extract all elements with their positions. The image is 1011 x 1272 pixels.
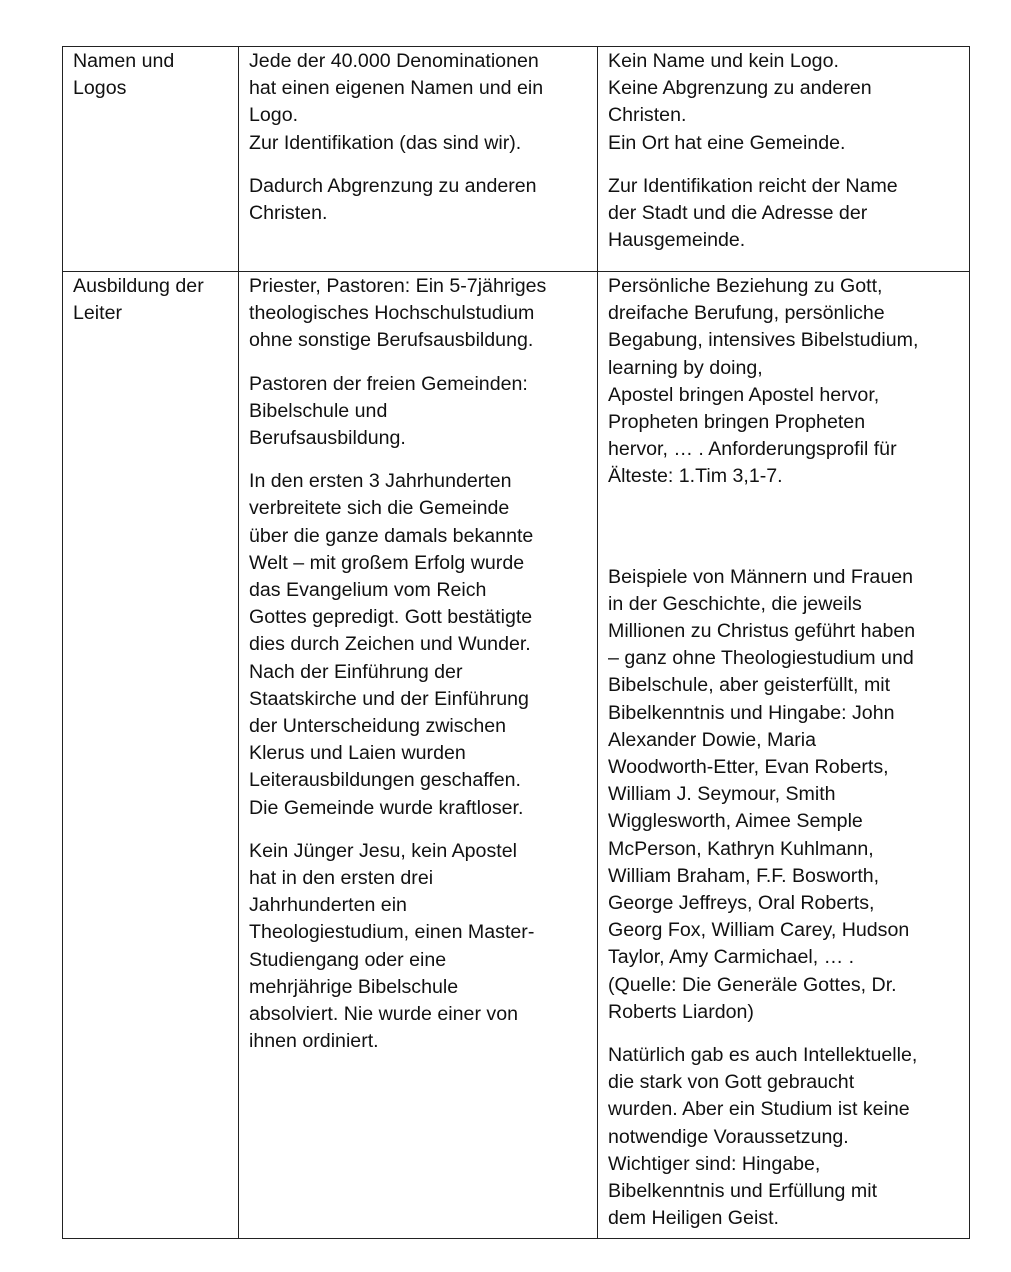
house-church-cell — [598, 47, 970, 272]
cell-paragraph: Pastoren der freien Gemeinden: Bibelschule und Berufsausbildung. — [249, 372, 528, 450]
cell-paragraph: Kein Name und kein Logo. Keine Abgrenzung zu anderen Christen. Ein Ort hat eine Gemeinde. — [608, 50, 872, 154]
row-label-cell — [63, 272, 239, 1239]
cell-paragraph: Zur Identifikation reicht der Name der Stadt und die Adresse der Hausgemeinde. — [608, 174, 898, 252]
cell-paragraph: Jede der 40.000 Denominationen hat einen eigenen Namen und ein Logo. Zur Identifikation (das sind wir). — [249, 50, 544, 154]
table-row-ausbildung-der-leiter — [63, 272, 970, 1239]
cell-paragraph: Persönliche Beziehung zu Gott, dreifache Berufung, persönliche Begabung, intensives Bibelstudium, learning by doing, Apostel bringen Apostel hervor, Propheten bringen Propheten hervor, … . Anforderungsprofil für Älteste: 1.Tim 3,1-7. — [608, 275, 919, 488]
house-church-cell — [598, 272, 970, 1239]
cell-paragraph: In den ersten 3 Jahrhunderten verbreitete sich die Gemeinde über die ganze damals bekannte Welt – mit großem Erfolg wurde das Evangelium vom Reich Gottes gepredigt. Gott bestätigte dies durch Zeichen und Wunder. Nach der Einführung der Staatskirche und der Einführung der Unterscheidung zwischen Klerus und Laien wurden Leiterausbildungen geschaffen. Die Gemeinde wurde kraftloser. — [249, 470, 534, 819]
cell-paragraph: Natürlich gab es auch Intellektuelle, die stark von Gott gebraucht wurden. Aber ein Studium ist keine notwendige Voraussetzung. Wichtiger sind: Hingabe, Bibelkenntnis und Erfüllung mit dem Heiligen Geist. — [608, 1044, 918, 1230]
denominations-cell — [239, 47, 598, 272]
cell-paragraph: Kein Jünger Jesu, kein Apostel hat in den ersten drei Jahrhunderten ein Theologiestudium, einen Master- Studiengang oder eine mehrjährige Bibelschule absolviert. Nie wurde einer von ihnen ordiniert. — [249, 839, 535, 1053]
row-label-cell — [63, 47, 239, 272]
row-label: Ausbildung der Leiter — [73, 275, 204, 325]
comparison-table — [62, 46, 970, 1239]
row-label: Namen und Logos — [73, 50, 175, 100]
table-row-namen-und-logos — [63, 47, 970, 272]
cell-paragraph: Priester, Pastoren: Ein 5-7jähriges theologisches Hochschulstudium ohne sonstige Berufsausbildung. — [249, 275, 547, 352]
cell-paragraph: Beispiele von Männern und Frauen in der Geschichte, die jeweils Millionen zu Christus geführt haben – ganz ohne Theologiestudium und Bibelschule, aber geisterfüllt, mit Bibelkenntnis und Hingabe: John Alexander Dowie, Maria Woodworth-Etter, Evan Roberts, William J. Seymour, Smith Wigglesworth, Aimee Semple McPerson, Kathryn Kuhlmann, William Braham, F.F. Bosworth, George Jeffreys, Oral Roberts, Georg Fox, William Carey, Hudson Taylor, Amy Carmichael, … . (Quelle: Die Generäle Gottes, Dr. Roberts Liardon) — [608, 565, 916, 1023]
denominations-cell — [239, 272, 598, 1239]
cell-paragraph: Dadurch Abgrenzung zu anderen Christen. — [249, 174, 537, 225]
